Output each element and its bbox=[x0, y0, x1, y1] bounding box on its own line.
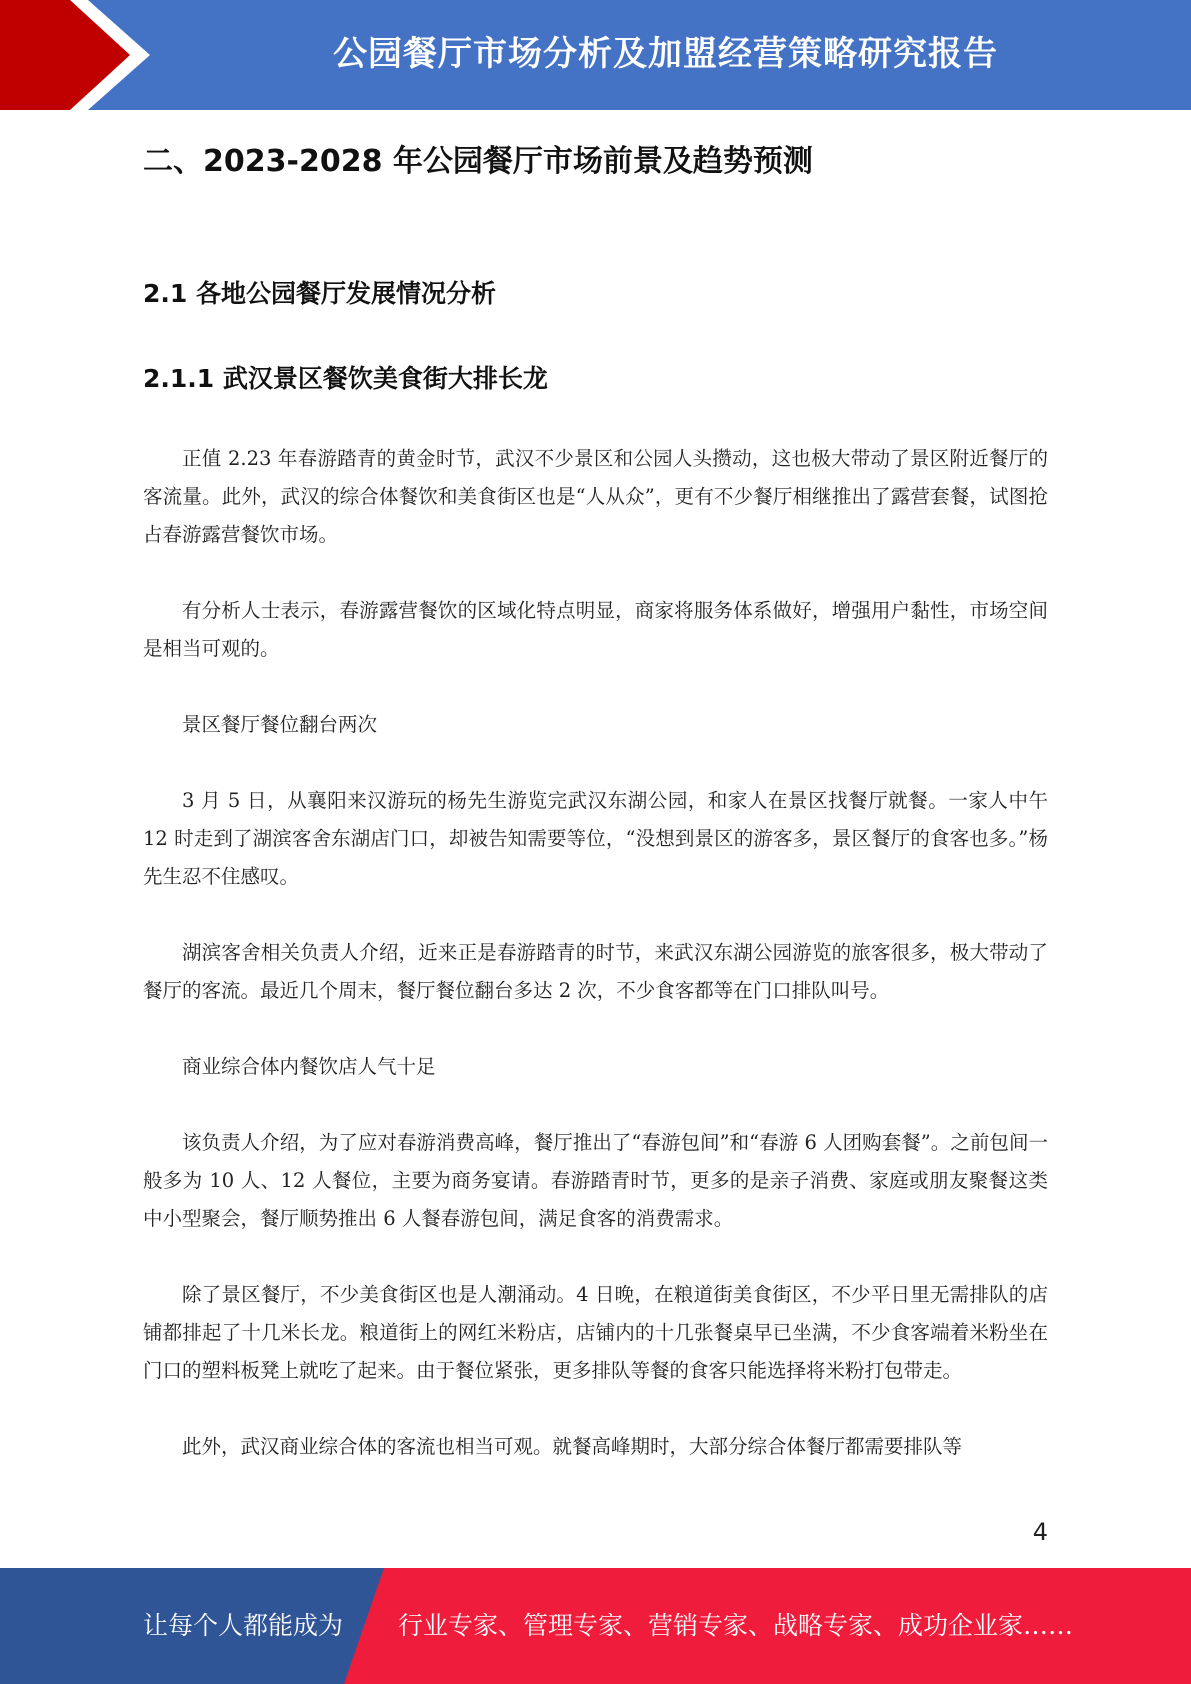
footer-slogan-left: 让每个人都能成为 bbox=[143, 1611, 344, 1640]
paragraph: 有分析人士表示，春游露营餐饮的区域化特点明显，商家将服务体系做好，增强用户黏性，市场空间是相当可观的。 bbox=[143, 599, 1048, 660]
header-banner bbox=[0, 0, 1191, 110]
paragraph: 3 月 5 日，从襄阳来汉游玩的杨先生游览完武汉东湖公园，和家人在景区找餐厅就餐。一家人中午 12 时走到了湖滨客舍东湖店门口，却被告知需要等位，“没想到景区的游客多，景区餐厅的食客也多。”杨先生忍不住感叹。 bbox=[143, 789, 1048, 888]
paragraph: 此外，武汉商业综合体的客流也相当可观。就餐高峰期时，大部分综合体餐厅都需要排队等 bbox=[182, 1435, 963, 1458]
paragraph: 湖滨客舍相关负责人介绍，近来正是春游踏青的时节，来武汉东湖公园游览的旅客很多，极大带动了餐厅的客流。最近几个周末，餐厅餐位翻台多达 2 次，不少食客都等在门口排队叫号。 bbox=[143, 941, 1048, 1002]
section-heading: 2.1 各地公园餐厅发展情况分析 bbox=[143, 279, 496, 308]
page-number: 4 bbox=[1032, 1518, 1048, 1546]
paragraph: 该负责人介绍，为了应对春游消费高峰，餐厅推出了“春游包间”和“春游 6 人团购套餐”。之前包间一般多为 10 人、12 人餐位，主要为商务宴请。春游踏青时节，更多的是亲子消费、家庭或朋友聚餐这类中小型聚会，餐厅顺势推出 6 人餐春游包间，满足食客的消费需求。 bbox=[143, 1131, 1048, 1230]
arrow-red-fill bbox=[0, 0, 130, 110]
paragraph: 除了景区餐厅，不少美食街区也是人潮涌动。4 日晚，在粮道街美食街区，不少平日里无需排队的店铺都排起了十几米长龙。粮道街上的网红米粉店，店铺内的十几张餐桌早已坐满，不少食客端着米粉坐在门口的塑料板凳上就吃了起来。由于餐位紧张，更多排队等餐的食客只能选择将米粉打包带走。 bbox=[143, 1283, 1048, 1382]
chapter-heading: 二、2023-2028 年公园餐厅市场前景及趋势预测 bbox=[143, 144, 813, 179]
footer-banner bbox=[0, 1568, 1191, 1684]
paragraph: 正值 2.23 年春游踏青的黄金时节，武汉不少景区和公园人头攒动，这也极大带动了景区附近餐厅的客流量。此外，武汉的综合体餐饮和美食街区也是“人从众”，更有不少餐厅相继推出了露营套餐，试图抢占春游露营餐饮市场。 bbox=[143, 447, 1048, 546]
paragraph-subtitle: 商业综合体内餐饮店人气十足 bbox=[182, 1055, 436, 1078]
report-title: 公园餐厅市场分析及加盟经营策略研究报告 bbox=[333, 34, 998, 74]
paragraph-subtitle: 景区餐厅餐位翻台两次 bbox=[182, 713, 378, 736]
header-arrow-icon bbox=[0, 0, 160, 110]
body-text bbox=[143, 440, 1048, 1504]
subsection-heading: 2.1.1 武汉景区餐饮美食街大排长龙 bbox=[143, 364, 548, 393]
footer-slogan-right: 行业专家、管理专家、营销专家、战略专家、成功企业家…… bbox=[398, 1611, 1074, 1640]
